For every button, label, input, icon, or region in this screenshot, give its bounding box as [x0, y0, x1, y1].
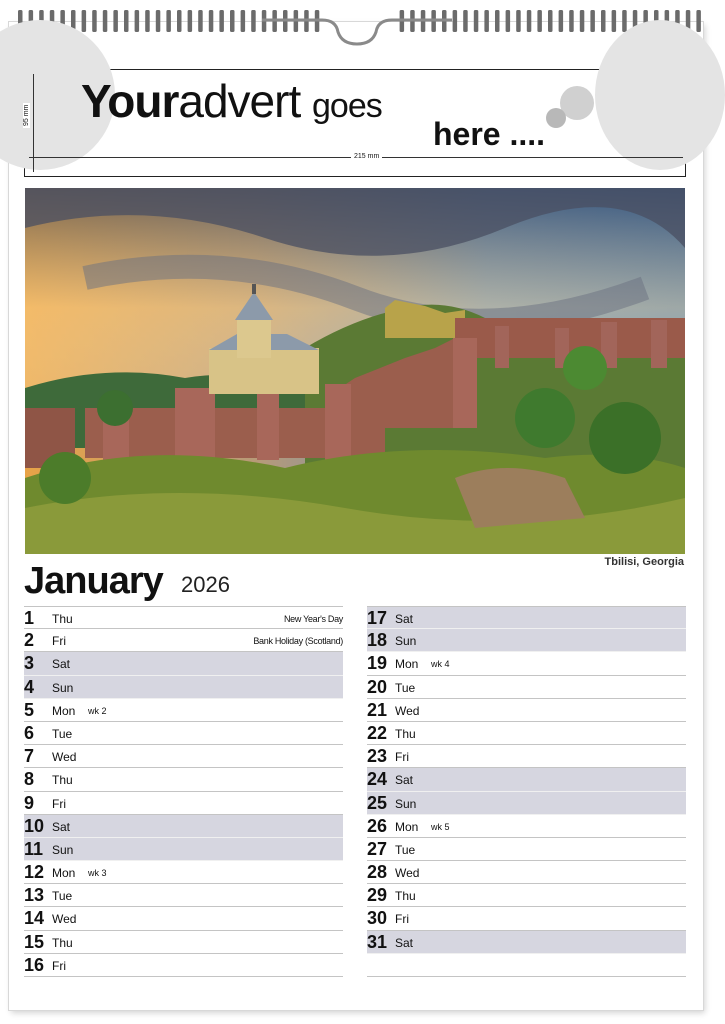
binding-coil	[569, 10, 574, 32]
week-number: wk 4	[431, 659, 450, 670]
day-row	[24, 676, 343, 699]
binding-coil	[82, 10, 87, 32]
weekday-label: Tue	[52, 889, 73, 904]
weekday-label: Thu	[52, 612, 73, 626]
holiday-note: Bank Holiday (Scotland)	[253, 636, 343, 647]
photo-caption: Tbilisi, Georgia	[604, 556, 684, 568]
day-number: 23	[367, 746, 388, 767]
weekday-label: Sat	[395, 612, 414, 626]
day-row	[24, 907, 343, 930]
day-number: 14	[24, 908, 45, 929]
day-number: 6	[24, 722, 35, 743]
day-number: 11	[24, 838, 44, 859]
day-row	[367, 907, 686, 930]
weekday-label: Thu	[52, 935, 73, 950]
day-row	[24, 931, 343, 954]
day-row	[24, 792, 343, 815]
weekday-label: Mon	[52, 866, 76, 881]
day-number: 9	[24, 792, 35, 813]
day-row	[24, 838, 343, 861]
weekday-label: Thu	[395, 726, 416, 741]
landscape-photo	[25, 188, 685, 554]
binding-coil	[484, 10, 489, 32]
weekday-label: Sat	[52, 657, 71, 672]
weekday-label: Sat	[395, 773, 414, 788]
binding-coil	[548, 10, 553, 32]
weekday-label: Tue	[395, 842, 416, 857]
day-number: 12	[24, 862, 45, 883]
day-number: 17	[367, 608, 388, 628]
holiday-note: New Year's Day	[283, 614, 343, 624]
weekday-label: Wed	[395, 703, 420, 718]
binding-coil	[135, 10, 140, 32]
advert-word-advert: advert	[178, 75, 301, 127]
day-row	[367, 884, 686, 907]
day-number: 30	[367, 908, 388, 929]
day-row	[367, 629, 686, 652]
day-number: 16	[24, 954, 45, 975]
weekday-label: Wed	[52, 912, 77, 927]
day-row	[367, 931, 686, 954]
binding-coil	[251, 10, 256, 32]
week-number: wk 3	[88, 868, 107, 879]
binding-coil	[166, 10, 171, 32]
day-row	[367, 745, 686, 768]
day-row	[367, 838, 686, 861]
day-number: 29	[367, 885, 388, 906]
weekday-label: Sat	[395, 935, 414, 950]
binding-coil	[516, 10, 521, 32]
day-number: 25	[367, 792, 388, 813]
binding-coil	[92, 10, 97, 32]
day-number: 22	[367, 722, 388, 743]
days-column-left	[24, 606, 343, 977]
binding-coil	[601, 10, 606, 32]
day-number: 10	[24, 815, 45, 836]
day-row	[24, 629, 343, 652]
day-number: 3	[24, 653, 35, 674]
binding-coils	[18, 10, 701, 32]
day-number: 19	[367, 653, 388, 674]
binding-coil	[177, 10, 182, 32]
day-number: 13	[24, 885, 45, 906]
weekday-label: Sat	[52, 819, 71, 834]
binding-coil	[219, 10, 224, 32]
day-row	[24, 815, 343, 838]
binding-coil	[696, 10, 701, 32]
binding-coil	[156, 10, 161, 32]
day-row	[367, 722, 686, 745]
photo-illustration	[25, 188, 685, 554]
day-number: 18	[367, 630, 388, 651]
weekday-label: Thu	[52, 773, 73, 788]
binding-coil	[495, 10, 500, 32]
day-number: 26	[367, 815, 388, 836]
advert-headline	[81, 74, 382, 128]
weekday-label: Wed	[395, 866, 420, 881]
day-row	[24, 861, 343, 884]
day-row	[24, 884, 343, 907]
weekday-label: Thu	[395, 889, 416, 904]
day-row	[367, 768, 686, 791]
days-column-right	[367, 606, 686, 977]
day-row	[24, 652, 343, 675]
binding-coil	[580, 10, 585, 32]
binding-coil	[113, 10, 118, 32]
day-row	[367, 792, 686, 815]
advert-decor-dot	[546, 108, 566, 128]
binding-coil	[590, 10, 595, 32]
month-title: January	[24, 560, 163, 602]
binding-coil	[145, 10, 150, 32]
day-row	[367, 676, 686, 699]
binding-coil	[198, 10, 203, 32]
width-dimension-label: 215 mm	[351, 153, 382, 160]
binding-coil	[209, 10, 214, 32]
day-number: 24	[367, 769, 388, 790]
day-row	[367, 861, 686, 884]
day-number: 31	[367, 931, 388, 952]
year-label: 2026	[181, 572, 230, 597]
binding-coil	[612, 10, 617, 32]
wire-binding	[0, 0, 714, 48]
day-row	[367, 815, 686, 838]
weekday-label: Sun	[395, 634, 417, 649]
weekday-label: Mon	[395, 819, 419, 834]
day-row	[24, 722, 343, 745]
advert-word-here: here ....	[433, 116, 546, 152]
weekday-label: Wed	[52, 750, 77, 765]
weekday-label: Sun	[52, 842, 74, 857]
weekday-label: Fri	[52, 958, 66, 973]
binding-coil	[527, 10, 532, 32]
day-row	[24, 954, 343, 977]
day-row	[24, 768, 343, 791]
week-number: wk 5	[431, 821, 450, 832]
advert-word-goes: goes	[312, 87, 382, 125]
day-row	[367, 606, 686, 629]
binding-coil	[453, 10, 458, 32]
day-number: 5	[24, 699, 35, 720]
weekday-label: Mon	[395, 657, 419, 672]
day-row	[24, 699, 343, 722]
day-number: 7	[24, 746, 35, 767]
binding-coil	[622, 10, 627, 32]
weekday-label: Fri	[52, 634, 66, 649]
day-number: 27	[367, 838, 388, 859]
day-row	[367, 699, 686, 722]
day-number: 28	[367, 862, 388, 883]
day-row	[24, 745, 343, 768]
weekday-label: Sun	[395, 796, 417, 811]
day-number: 1	[24, 608, 35, 628]
height-dimension-label: 95 mm	[23, 104, 30, 126]
weekday-label: Sun	[52, 680, 74, 695]
day-number: 4	[24, 676, 35, 697]
weekday-label: Fri	[52, 796, 66, 811]
binding-coil	[463, 10, 468, 32]
binding-coil	[230, 10, 235, 32]
height-dimension-line	[33, 74, 34, 172]
binding-coil	[103, 10, 108, 32]
weekday-label: Mon	[52, 703, 76, 718]
day-number: 15	[24, 931, 45, 952]
day-row	[24, 606, 343, 629]
binding-coil	[241, 10, 246, 32]
binding-coil	[474, 10, 479, 32]
weekday-label: Fri	[395, 912, 409, 927]
weekday-label: Tue	[395, 680, 416, 695]
advert-placeholder	[24, 69, 686, 177]
day-number: 20	[367, 676, 388, 697]
empty-row	[367, 954, 686, 977]
binding-coil	[537, 10, 542, 32]
binding-coil	[124, 10, 129, 32]
weekday-label: Fri	[395, 750, 409, 765]
week-number: wk 2	[88, 705, 107, 716]
binding-coil	[506, 10, 511, 32]
day-number: 2	[24, 630, 35, 651]
day-number: 21	[367, 699, 388, 720]
day-row	[367, 652, 686, 675]
weekday-label: Tue	[52, 726, 73, 741]
advert-word-your: Your	[81, 75, 179, 127]
binding-coil	[188, 10, 193, 32]
binding-coil	[559, 10, 564, 32]
day-number: 8	[24, 769, 35, 790]
advert-decor-circle	[595, 20, 725, 170]
